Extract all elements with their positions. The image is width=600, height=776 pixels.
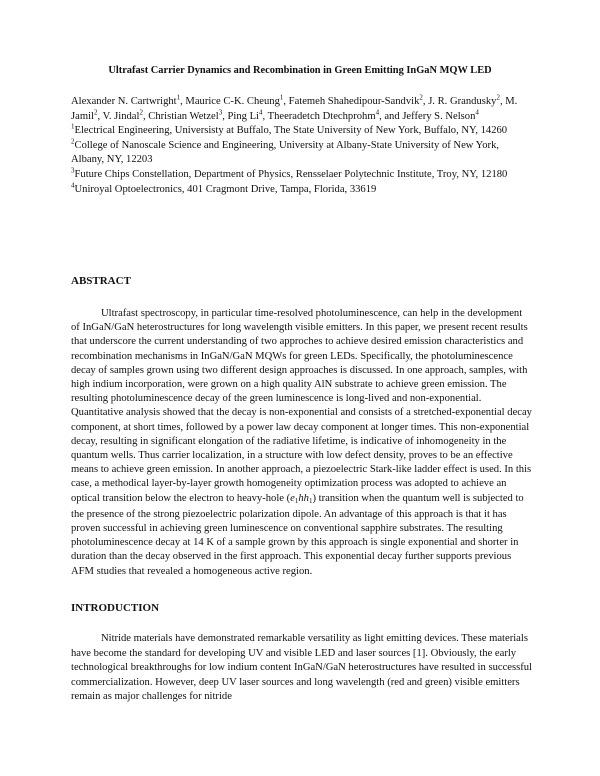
author-affiliation-mark: 2 [419,93,423,102]
author-name: Ping Li [227,110,259,122]
affiliation-text: Uniroyal Optoelectronics, 401 Cragmont Drive, Tampa, Florida, 33619 [74,183,377,195]
affiliation-mark: 1 [71,122,75,131]
formula-e-subscript: 1 [294,496,299,505]
author-affiliation-mark: 4 [475,108,479,117]
affiliation [71,124,531,139]
formula-hh-subscript: 1 [308,496,313,505]
affiliation-text: Electrical Engineering, Universisty at Buffalo, The State University of New York, Buffalo, NY, 14260 [74,125,508,137]
author-name: Alexander N. Cartwright [71,96,177,107]
affiliation-mark: 4 [71,181,75,190]
formula-e: e [290,492,295,504]
author-affiliation-mark: 1 [279,93,284,102]
affiliation-text: Future Chips Constellation, Department of Physics, Rensselaer Polytechnic Institute, Troy, NY, 12180 [74,168,508,180]
formula-hh: hh [298,492,309,504]
affiliation [71,183,531,198]
author-name: Theeradetch Dtechprohm [267,110,376,122]
abstract-text-part: ) transition when the quantum well is subjected to the presence of the strong piezoelectric polarization dipole. An advantage of this approach is that it has proven successful in achieving green luminescence on conventional sapphire substrates. The resulting photoluminescence decay at 14 K of a sample grown by this approach is single exponential and shorter in duration than the decay observed in the first approach. This exponential decay further supports previous AFM studies that revealed a homogeneous active region. [71,492,524,577]
introduction-heading: INTRODUCTION [71,602,160,614]
author-separator: , [262,110,268,122]
author-affiliation-mark: 2 [496,93,500,102]
author-separator: , and [379,110,403,122]
author-affiliation-mark: 2 [93,108,98,117]
author-separator: , [222,110,228,122]
affiliation-mark: 2 [71,137,75,146]
introduction-paragraph: Nitride materials have demonstrated remarkable versatility as light emitting devices. These materials have become the standard for developing UV and visible LED and laser sources [1]. Obviously, the early technological breakthroughs for low indium content InGaN/GaN heterostructures have resulted in successful commercialization. However, deep UV laser sources and long wavelength (red and green) visible emitters remain as major challenges for nitride [71,633,532,703]
author-block [71,95,531,197]
author-affiliation-mark: 1 [176,93,181,102]
author-affiliation-mark: 3 [218,108,223,117]
author-name: Jeffery S. Nelson [402,110,476,122]
affiliation [71,139,531,168]
author-separator: , [422,96,429,107]
paper-title: Ultrafast Carrier Dynamics and Recombination in Green Emitting InGaN MQW LED [108,65,492,76]
author-separator: , [499,96,506,107]
author-affiliation-mark: 4 [375,108,380,117]
author-list [71,95,531,124]
author-separator: , [180,96,186,107]
abstract-heading: ABSTRACT [71,275,131,287]
author-name: Maurice C-K. Cheung [185,96,280,107]
affiliation-text: College of Nanoscale Science and Engineering, University at Albany-State University of New York, Albany, NY, 12203 [71,139,500,166]
author-name: Christian Wetzel [148,110,219,122]
author-separator: , [283,96,289,107]
abstract-text-part: Ultrafast spectroscopy, in particular time-resolved photoluminescence, can help in the development of InGaN/GaN heterostructures for long wavelength visible emitters. In this paper, we present recent results that underscore the current understanding of two approches to achieve desired emission characteristics and recombination mechanisms in InGaN/GaN MQWs for green LEDs. Specifically, the photoluminescence decay of samples grown using two different design approaches is discussed. In one approach, samples, with high indium incorporation, were grown on a high quality AlN substrate to achieve green emission. The resulting photoluminescence decay of the green luminescence is long-lived and non-exponential. Quantitative analysis showed that the decay is non-exponential and consists of a stretched-exponential decay component, at short times, followed by a power law decay component at longer times. This non-exponential decay, resulting in significant elongation of the radiative lifetime, is indicative of inhomogeneity in the quantum wells. Thus carrier localization, in a structure with low defect density, proves to be an effective means to achieve green emission. In another approach, a piezoelectric Stark-like ladder effect is used. In this case, a methodical layer-by-layer growth homogeneity optimization process was adopted to achieve an optical transition below the electron to heavy-hole ( [71,308,532,504]
author-separator: , [142,110,149,122]
author-name: Fatemeh Shahedipour-Sandvik [288,96,420,107]
affiliation-mark: 3 [71,166,75,175]
affiliation [71,168,531,183]
author-name: J. R. Grandusky [428,96,497,107]
author-separator: , [97,110,103,122]
author-name: M. Jamil [71,96,518,122]
author-affiliation-mark: 2 [139,108,143,117]
author-affiliation-mark: 4 [259,108,263,117]
abstract-paragraph [71,307,533,579]
author-name: V. Jindal [102,110,140,122]
